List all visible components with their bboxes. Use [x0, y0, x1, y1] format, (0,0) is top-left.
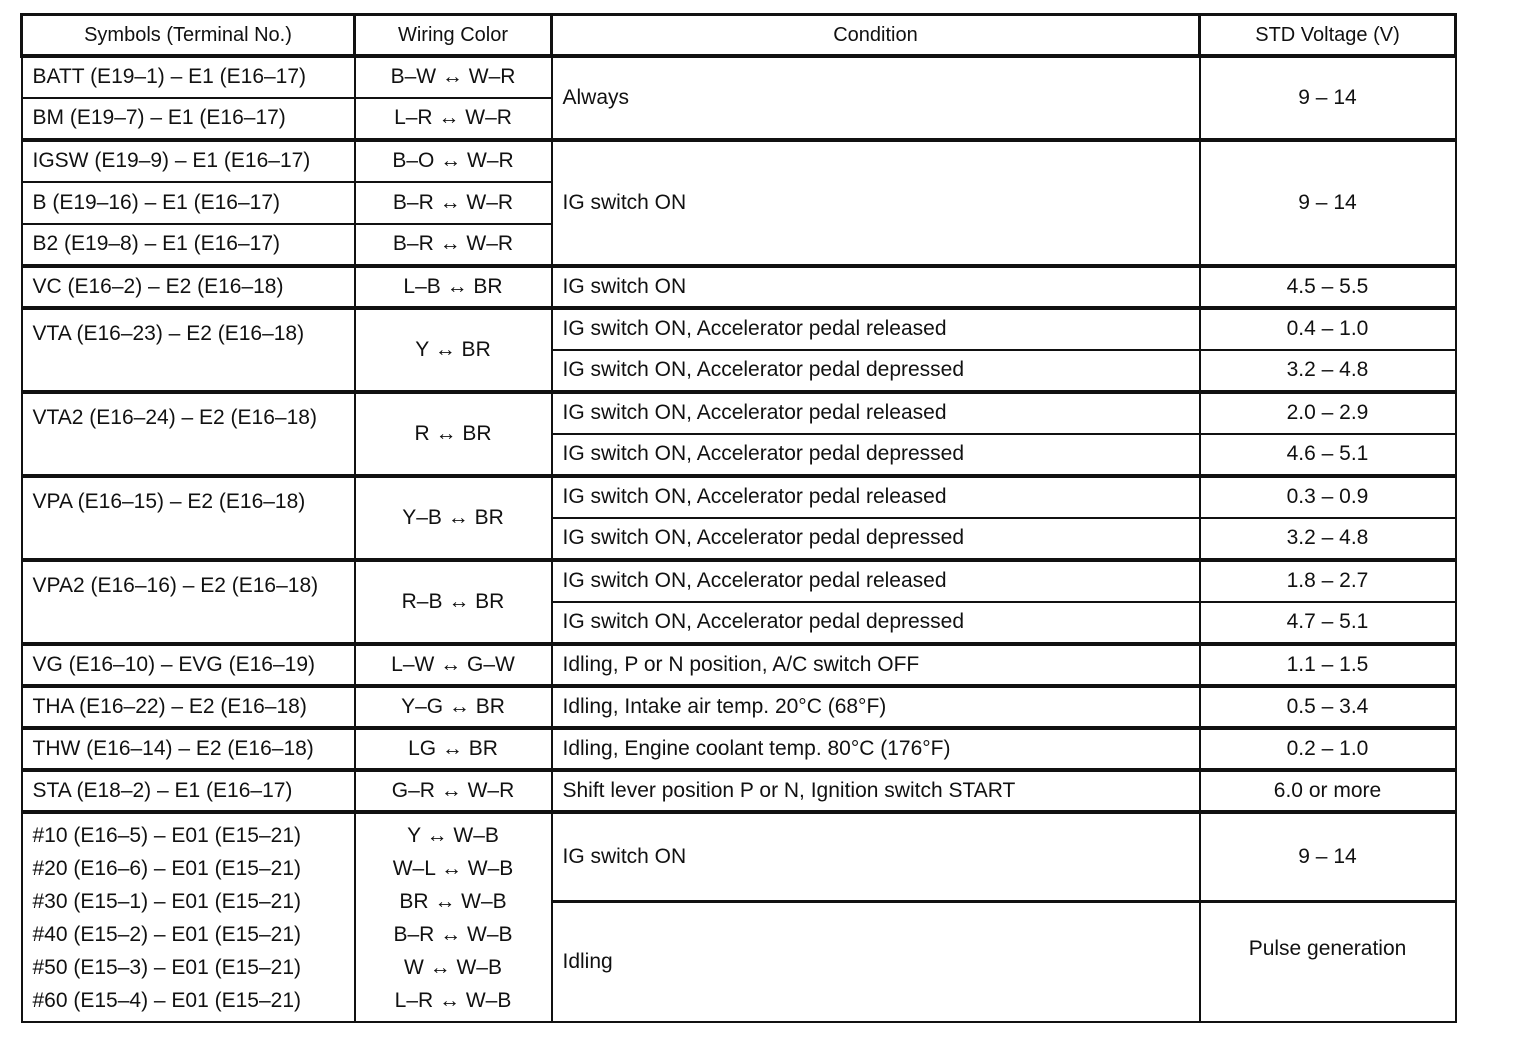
condition-cell: IG switch ON: [552, 812, 1200, 902]
wiring-cell: B–R ↔ W–R: [355, 224, 552, 266]
condition-cell: IG switch ON, Accelerator pedal released: [552, 476, 1200, 518]
injector-wiring: B–R ↔ W–B: [393, 922, 513, 946]
condition-cell: IG switch ON: [552, 140, 1200, 266]
injector-symbol: #40 (E15–2) – E01 (E15–21): [32, 922, 302, 946]
condition-cell: Always: [552, 56, 1200, 140]
condition-cell: Idling, Engine coolant temp. 80°C (176°F): [552, 728, 1200, 770]
injector-symbol: #60 (E15–4) – E01 (E15–21): [32, 988, 302, 1012]
injector-wiring: L–R ↔ W–B: [394, 988, 512, 1012]
wiring-cell: R ↔ BR: [355, 392, 552, 476]
voltage-cell: 1.8 – 2.7: [1200, 560, 1456, 602]
table-row: [22, 476, 1456, 518]
voltage-cell: 2.0 – 2.9: [1200, 392, 1456, 434]
table-row: [22, 56, 1456, 98]
voltage-cell: 4.6 – 5.1: [1200, 434, 1456, 476]
wiring-cell: L–B ↔ BR: [355, 266, 552, 308]
injector-wiring: W–L ↔ W–B: [392, 856, 514, 880]
wiring-cell: Y ↔ BR: [355, 308, 552, 392]
table-row: [22, 812, 1456, 902]
injector-symbol: #20 (E16–6) – E01 (E15–21): [32, 856, 302, 880]
wiring-cell: LG ↔ BR: [355, 728, 552, 770]
voltage-cell: 0.2 – 1.0: [1200, 728, 1456, 770]
wiring-cell: B–R ↔ W–R: [355, 182, 552, 224]
condition-cell: IG switch ON, Accelerator pedal depressed: [552, 350, 1200, 392]
condition-cell: Idling: [552, 902, 1200, 1023]
table-row: [22, 728, 1456, 770]
table-row: [22, 308, 1456, 350]
symbol-cell: STA (E18–2) – E1 (E16–17): [22, 770, 355, 812]
wiring-cell: B–W ↔ W–R: [355, 56, 552, 98]
condition-cell: IG switch ON, Accelerator pedal released: [552, 560, 1200, 602]
injector-symbol: #30 (E15–1) – E01 (E15–21): [32, 889, 302, 913]
condition-cell: Idling, P or N position, A/C switch OFF: [552, 644, 1200, 686]
voltage-cell: 4.5 – 5.5: [1200, 266, 1456, 308]
voltage-cell: 1.1 – 1.5: [1200, 644, 1456, 686]
injector-wiring: Y ↔ W–B: [407, 823, 499, 847]
table-row: [22, 392, 1456, 434]
injector-wirings-cell: [355, 812, 552, 1022]
header-wiring-color: Wiring Color: [355, 15, 552, 57]
injector-symbol: #50 (E15–3) – E01 (E15–21): [32, 955, 302, 979]
voltage-cell: Pulse generation: [1200, 902, 1456, 1023]
table-row: [22, 266, 1456, 308]
table-row: [22, 686, 1456, 728]
symbol-cell: VPA2 (E16–16) – E2 (E16–18): [22, 560, 355, 644]
injector-wiring: BR ↔ W–B: [399, 889, 507, 913]
condition-cell: Idling, Intake air temp. 20°C (68°F): [552, 686, 1200, 728]
table-row: [22, 770, 1456, 812]
condition-cell: IG switch ON, Accelerator pedal depressed: [552, 434, 1200, 476]
condition-cell: IG switch ON: [552, 266, 1200, 308]
symbol-cell: B2 (E19–8) – E1 (E16–17): [22, 224, 355, 266]
voltage-cell: 9 – 14: [1200, 56, 1456, 140]
voltage-cell: 3.2 – 4.8: [1200, 518, 1456, 560]
condition-cell: IG switch ON, Accelerator pedal released: [552, 308, 1200, 350]
symbol-cell: VG (E16–10) – EVG (E16–19): [22, 644, 355, 686]
wiring-cell: L–R ↔ W–R: [355, 98, 552, 140]
symbol-cell: THW (E16–14) – E2 (E16–18): [22, 728, 355, 770]
voltage-cell: 6.0 or more: [1200, 770, 1456, 812]
wiring-cell: Y–G ↔ BR: [355, 686, 552, 728]
symbol-cell: BM (E19–7) – E1 (E16–17): [22, 98, 355, 140]
table-row: [22, 560, 1456, 602]
header-symbols: Symbols (Terminal No.): [22, 15, 355, 57]
voltage-cell: 9 – 14: [1200, 812, 1456, 902]
symbol-cell: BATT (E19–1) – E1 (E16–17): [22, 56, 355, 98]
condition-cell: Shift lever position P or N, Ignition switch START: [552, 770, 1200, 812]
symbol-cell: VPA (E16–15) – E2 (E16–18): [22, 476, 355, 560]
injector-symbols-cell: [22, 812, 355, 1022]
condition-cell: IG switch ON, Accelerator pedal depressed: [552, 602, 1200, 644]
voltage-cell: 0.4 – 1.0: [1200, 308, 1456, 350]
voltage-cell: 4.7 – 5.1: [1200, 602, 1456, 644]
condition-cell: IG switch ON, Accelerator pedal released: [552, 392, 1200, 434]
injector-wiring: W ↔ W–B: [404, 955, 502, 979]
wiring-cell: B–O ↔ W–R: [355, 140, 552, 182]
voltage-cell: 3.2 – 4.8: [1200, 350, 1456, 392]
header-std-voltage: STD Voltage (V): [1200, 15, 1456, 57]
terminal-voltage-table: [20, 13, 1457, 1023]
wiring-cell: R–B ↔ BR: [355, 560, 552, 644]
symbol-cell: B (E19–16) – E1 (E16–17): [22, 182, 355, 224]
injector-symbol: #10 (E16–5) – E01 (E15–21): [32, 823, 302, 847]
wiring-cell: L–W ↔ G–W: [355, 644, 552, 686]
condition-cell: IG switch ON, Accelerator pedal depressed: [552, 518, 1200, 560]
header-condition: Condition: [552, 15, 1200, 57]
table-row: [22, 644, 1456, 686]
symbol-cell: THA (E16–22) – E2 (E16–18): [22, 686, 355, 728]
voltage-cell: 9 – 14: [1200, 140, 1456, 266]
voltage-cell: 0.5 – 3.4: [1200, 686, 1456, 728]
table-row: [22, 140, 1456, 182]
symbol-cell: VTA2 (E16–24) – E2 (E16–18): [22, 392, 355, 476]
symbol-cell: VTA (E16–23) – E2 (E16–18): [22, 308, 355, 392]
wiring-cell: G–R ↔ W–R: [355, 770, 552, 812]
header-row: [22, 15, 1456, 57]
symbol-cell: VC (E16–2) – E2 (E16–18): [22, 266, 355, 308]
symbol-cell: IGSW (E19–9) – E1 (E16–17): [22, 140, 355, 182]
wiring-cell: Y–B ↔ BR: [355, 476, 552, 560]
voltage-cell: 0.3 – 0.9: [1200, 476, 1456, 518]
